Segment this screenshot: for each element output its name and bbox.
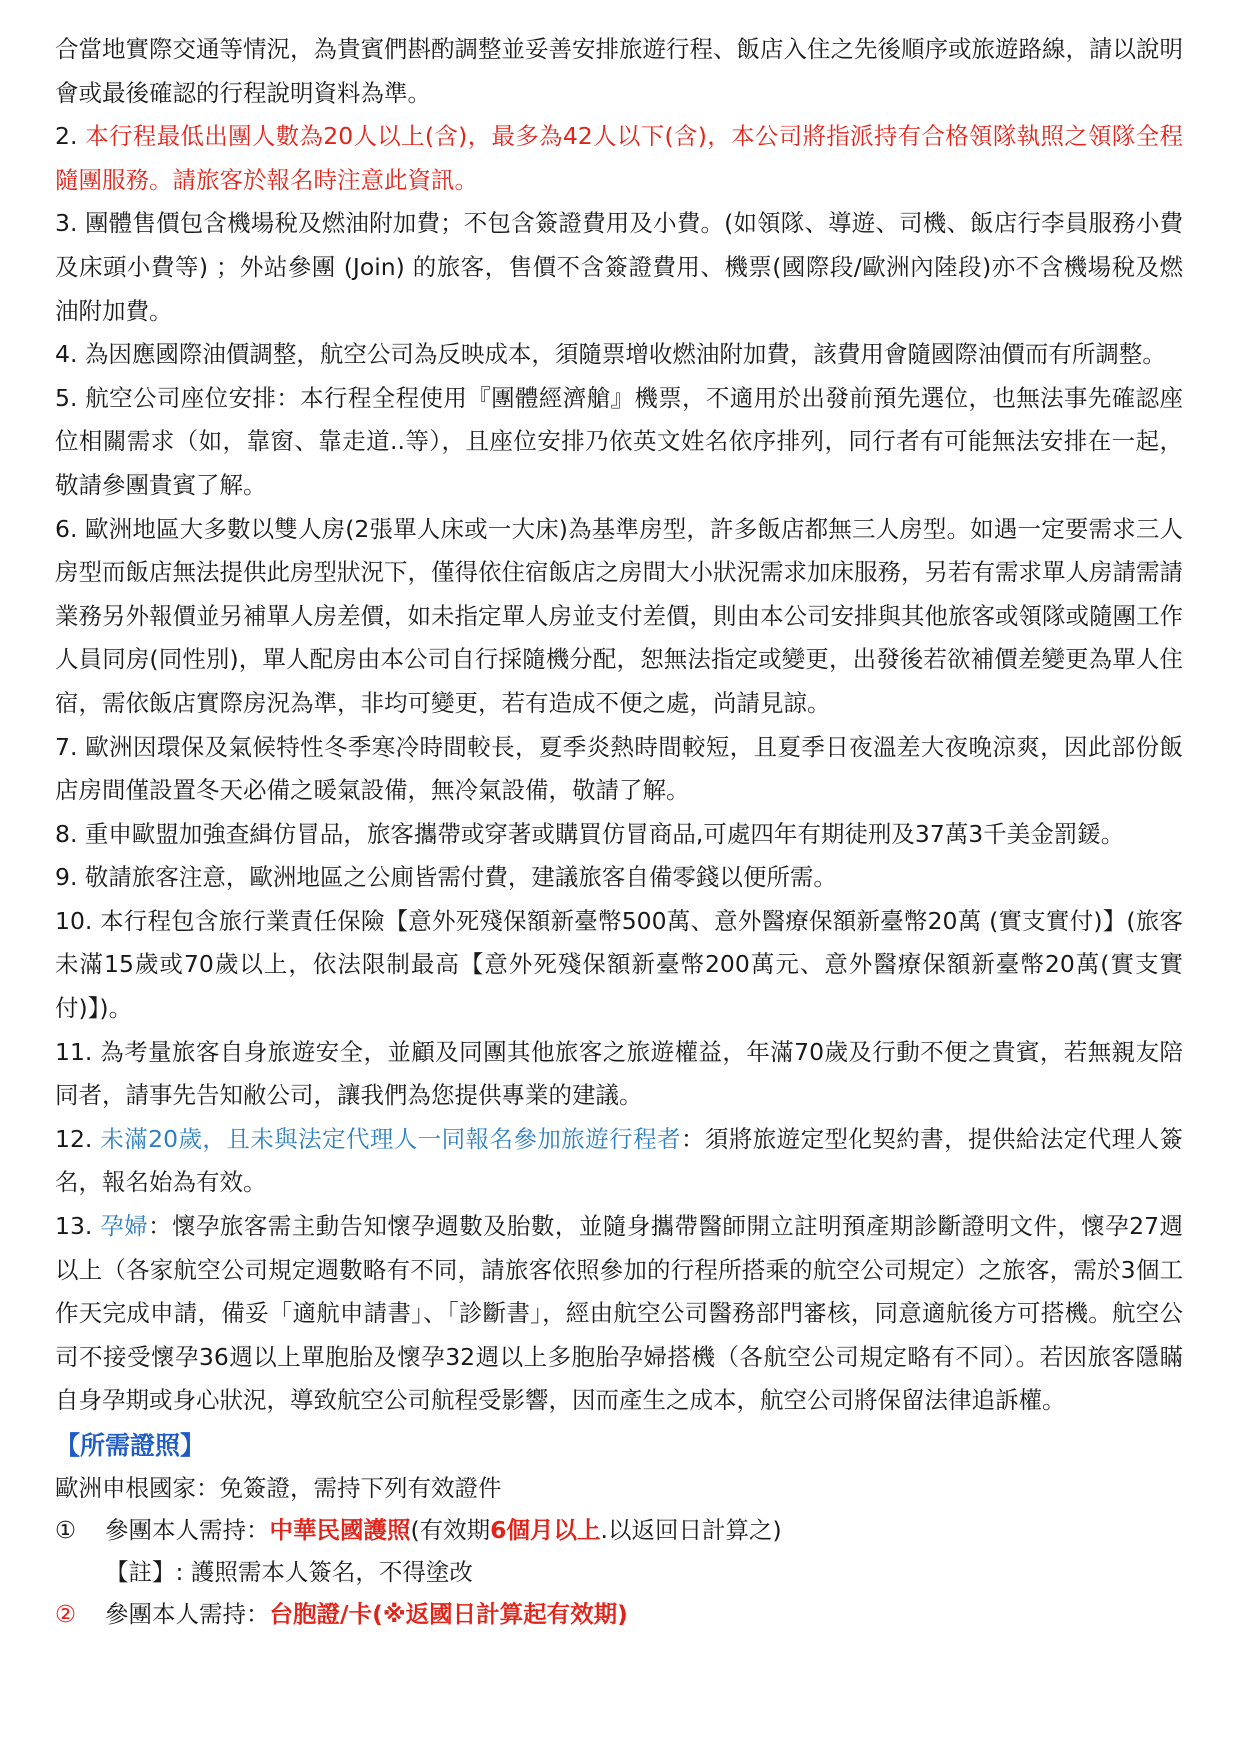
requirement-item-2 bbox=[55, 1593, 1183, 1635]
paragraph-4: 4. 為因應國際油價調整，航空公司為反映成本，須隨票增收燃油附加費，該費用會隨國際油價而有所調整。 bbox=[55, 340, 1166, 369]
section-heading: 【所需證照】 bbox=[55, 1431, 206, 1460]
paragraph-12 bbox=[55, 1118, 1183, 1205]
paragraph-13 bbox=[55, 1205, 1183, 1423]
paragraph-continuation: 合當地實際交通等情況，為貴賓們斟酌調整並妥善安排旅遊行程、飯店入住之先後順序或旅遊路線，請以說明會或最後確認的行程說明資料為準。 bbox=[55, 35, 1183, 107]
validity-period: 6個月以上 bbox=[490, 1516, 601, 1544]
requirement-prefix: 參團本人需持： bbox=[105, 1516, 270, 1544]
intro-text: 歐洲申根國家：免簽證，需持下列有效證件 bbox=[55, 1474, 502, 1502]
validity-prefix: (有效期 bbox=[410, 1516, 491, 1544]
paragraph-10: 10. 本行程包含旅行業責任保險【意外死殘保額新臺幣500萬、意外醫療保額新臺幣20萬 (實支實付)】(旅客未滿15歲或70歲以上，依法限制最高【意外死殘保額新臺幣200萬元、意外醫療保額新臺幣20萬(實支實付)】)。 bbox=[55, 906, 1183, 1023]
paragraph-9: 9. 敬請旅客注意，歐洲地區之公廁皆需付費，建議旅客自備零錢以便所需。 bbox=[55, 863, 837, 892]
item-number: 2. bbox=[55, 122, 78, 151]
passport-note bbox=[55, 1551, 1183, 1593]
highlight-text-red: 本行程最低出團人數為20人以上(含)，最多為42人以下(含)，本公司將指派持有合格領隊執照之領隊全程隨團服務。請旅客於報名時注意此資訊。 bbox=[55, 122, 1183, 194]
paragraph-text: ：須將旅遊定型化契約書，提供給法定代理人簽名，報名始為有效。 bbox=[55, 1124, 1184, 1197]
paragraph-3: 3. 團體售價包含機場稅及燃油附加費；不包含簽證費用及小費。(如領隊、導遊、司機、飯店行李員服務小費及床頭小費等) ；外站參團 (Join) 的旅客，售價不含簽證費用、機票(國際段/歐洲內陸段)亦不含機場稅及燃油附加費。 bbox=[55, 209, 1183, 325]
circled-number-marker: ① bbox=[55, 1516, 77, 1544]
taiwan-compatriot-permit-label: 台胞證/卡(※返國日計算起有效期) bbox=[269, 1600, 628, 1628]
paragraph-5: 5. 航空公司座位安排：本行程全程使用『團體經濟艙』機票，不適用於出發前預先選位，也無法事先確認座位相關需求（如，靠窗、靠走道..等），且座位安排乃依英文姓名依序排列，同行者有可能無法安排在一起，敬請參團貴賓了解。 bbox=[55, 383, 1183, 499]
requirement-item-1 bbox=[55, 1509, 1183, 1551]
requirement-prefix: 參團本人需持： bbox=[105, 1600, 270, 1628]
highlight-text-blue: 孕婦 bbox=[100, 1212, 149, 1241]
paragraph-8: 8. 重申歐盟加強查緝仿冒品，旅客攜帶或穿著或購買仿冒商品,可處四年有期徒刑及37萬3千美金罰鍰。 bbox=[55, 819, 1125, 848]
paragraph-6: 6. 歐洲地區大多數以雙人房(2張單人床或一大床)為基準房型，許多飯店都無三人房型。如遇一定要需求三人房型而飯店無法提供此房型狀況下，僅得依住宿飯店之房間大小狀況需求加床服務，另若有需求單人房請需請業務另外報價並另補單人房差價，如未指定單人房並支付差價，則由本公司安排與其他旅客或領隊或隨團工作人員同房(同性別)，單人配房由本公司自行採隨機分配，恕無法指定或變更，出發後若欲補價差變更為單人住宿，需依飯店實際房況為準，非均可變更，若有造成不便之處，尚請見諒。 bbox=[55, 514, 1183, 717]
paragraph-text: ：懷孕旅客需主動告知懷孕週數及胎數，並隨身攜帶醫師開立註明預產期診斷證明文件，懷孕27週以上（各家航空公司規定週數略有不同，請旅客依照參加的行程所搭乘的航空公司規定）之旅客，需於3個工作天完成申請，備妥「適航申請書」、「診斷書」，經由航空公司醫務部門審核，同意適航後方可搭機。航空公司不接受懷孕36週以上單胞胎及懷孕32週以上多胞胎孕婦搭機（各航空公司規定略有不同）。若因旅客隱瞞自身孕期或身心狀況，導致航空公司航程受影響，因而產生之成本，航空公司將保留法律追訴權。 bbox=[55, 1212, 1183, 1415]
paragraph-11: 11. 為考量旅客自身旅遊安全，並顧及同團其他旅客之旅遊權益，年滿70歲及行動不便之貴賓，若無親友陪同者，請事先告知敝公司，讓我們為您提供專業的建議。 bbox=[55, 1037, 1183, 1110]
note-text: 【註】: 護照需本人簽名，不得塗改 bbox=[105, 1558, 473, 1586]
item-number: 12. bbox=[55, 1124, 93, 1153]
requirement-text bbox=[105, 1509, 782, 1551]
paragraph-7: 7. 歐洲因環保及氣候特性冬季寒冷時間較長，夏季炎熱時間較短，且夏季日夜溫差大夜晚涼爽，因此部份飯店房間僅設置冬天必備之暖氣設備，無冷氣設備，敬請了解。 bbox=[55, 732, 1183, 805]
paragraph-2 bbox=[55, 115, 1183, 202]
section-intro bbox=[55, 1467, 1183, 1509]
validity-suffix: .以返回日計算之) bbox=[600, 1516, 782, 1544]
passport-label: 中華民國護照 bbox=[269, 1516, 411, 1544]
requirement-text bbox=[105, 1593, 628, 1635]
item-number: 13. bbox=[55, 1212, 93, 1241]
circled-number-marker: ② bbox=[55, 1600, 77, 1628]
highlight-text-blue: 未滿20歲，且未與法定代理人一同報名參加旅遊行程者 bbox=[100, 1124, 681, 1153]
